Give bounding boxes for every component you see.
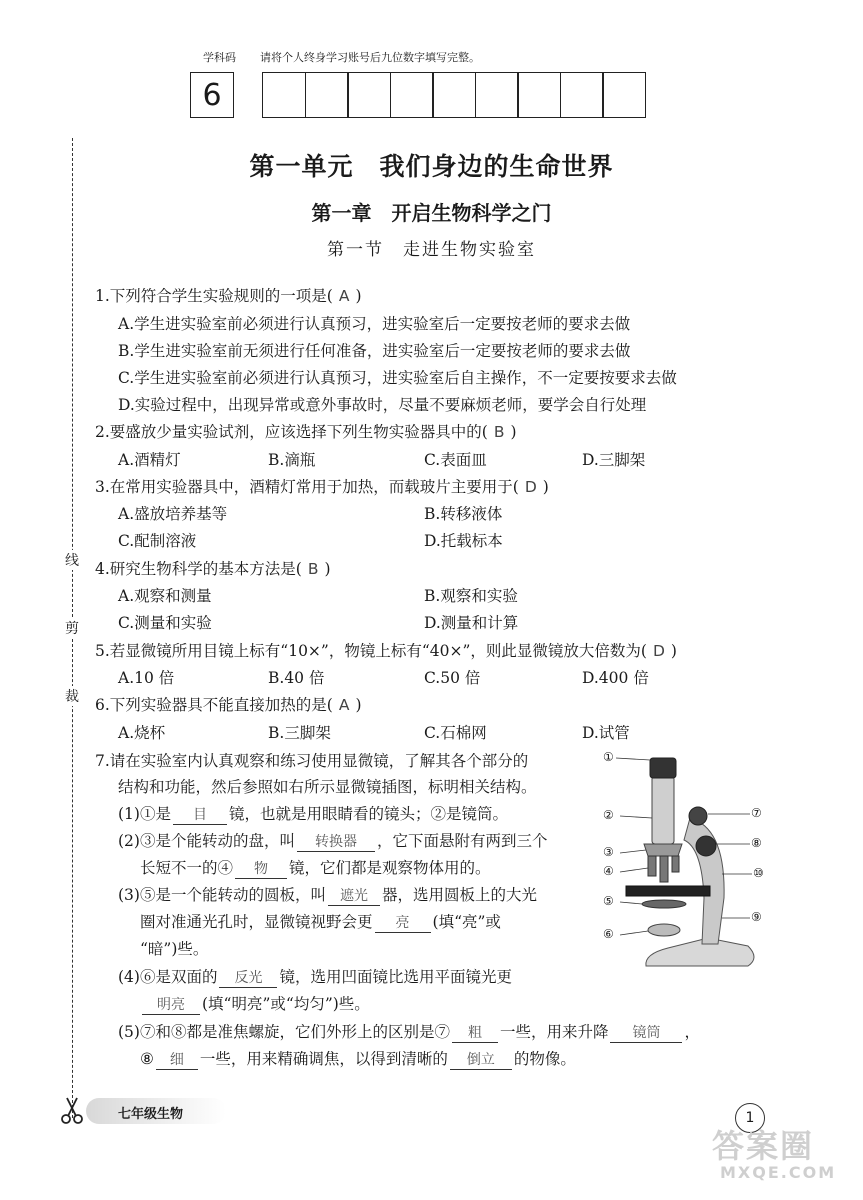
cut-mark: 线 <box>63 550 81 570</box>
question-stem: 4.研究生物科学的基本方法是( B ) <box>95 560 331 578</box>
answer-blank[interactable]: 粗 <box>452 1024 498 1043</box>
account-digit-box[interactable] <box>517 72 561 118</box>
subject-code-box <box>190 72 234 120</box>
question-option: C.50 倍 <box>424 669 481 687</box>
answer-blank[interactable]: 亮 <box>375 914 431 933</box>
account-digit-box[interactable] <box>305 72 349 118</box>
account-digit-box[interactable] <box>390 72 434 118</box>
account-digit-box[interactable] <box>262 72 306 118</box>
question-answer: B <box>307 560 319 578</box>
question-option: B.40 倍 <box>268 669 325 687</box>
scissors-icon <box>60 1095 84 1125</box>
microscope-label: ⑨ <box>751 910 762 924</box>
question-option: A.观察和测量 <box>118 587 212 605</box>
question-stem: 2.要盛放少量实验试剂，应该选择下列生物实验器具中的( B ) <box>95 423 517 441</box>
q7-part5: (5)⑦和⑧都是准焦螺旋，它们外形上的区别是⑦ 粗 一些，用来升降 镜筒 ， <box>118 1023 700 1041</box>
question-option: B.转移液体 <box>424 505 503 523</box>
account-digit-box[interactable] <box>347 72 391 118</box>
microscope-label: ③ <box>603 845 614 859</box>
subject-code-label: 学科码 <box>203 51 236 64</box>
answer-blank[interactable]: 反光 <box>219 969 277 988</box>
account-instruction: 请将个人终身学习账号后九位数字填写完整。 <box>260 51 480 64</box>
question-option: D.实验过程中，出现异常或意外事故时，尽量不要麻烦老师，要学会自行处理 <box>118 396 647 414</box>
question-option: D.400 倍 <box>582 669 649 687</box>
question-option: C.表面皿 <box>424 451 487 469</box>
question-answer: A <box>338 287 350 305</box>
question-stem: 3.在常用实验器具中，酒精灯常用于加热，而载玻片主要用于( D ) <box>95 478 549 496</box>
q7-intro: 结构和功能，然后参照如右所示显微镜插图，标明相关结构。 <box>118 778 537 796</box>
microscope-label: ① <box>603 750 614 764</box>
cut-mark: 剪 <box>63 618 81 638</box>
question-answer: A <box>338 696 350 714</box>
account-id-boxes <box>262 72 646 120</box>
microscope-label: ⑩ <box>753 866 764 880</box>
answer-blank[interactable]: 明亮 <box>142 996 200 1015</box>
cut-mark: 裁 <box>63 686 81 706</box>
watermark: 答案圈 MXQE.COM <box>712 1127 837 1182</box>
subject-code-value[interactable]: 6 <box>190 72 234 118</box>
question-option: D.托载标本 <box>424 532 503 550</box>
question-answer: D <box>652 642 665 660</box>
question-option: B.滴瓶 <box>268 451 316 469</box>
question-option: B.学生进实验室前无须进行任何准备，进实验室后一定要按老师的要求去做 <box>118 342 631 360</box>
question-option: A.烧杯 <box>118 724 166 742</box>
q7-part3-cont: 圈对准通光孔时，显微镜视野会更 亮 (填“亮”或 <box>140 913 501 931</box>
q7-part5-cont: ⑧ 细 一些，用来精确调焦，以得到清晰的 倒立 的物像。 <box>140 1050 576 1068</box>
question-option: A.盛放培养基等 <box>118 505 228 523</box>
microscope-label: ⑦ <box>751 806 762 820</box>
answer-blank[interactable]: 遮光 <box>328 887 380 906</box>
q7-part1: (1)①是 目 镜，也就是用眼睛看的镜头；②是镜筒。 <box>118 805 508 823</box>
account-digit-box[interactable] <box>432 72 476 118</box>
account-digit-box[interactable] <box>560 72 604 118</box>
question-answer: B <box>493 423 505 441</box>
page-number: 1 <box>735 1103 765 1133</box>
question-stem: 6.下列实验器具不能直接加热的是( A ) <box>95 696 362 714</box>
q7-part3-end: “暗”)些。 <box>140 940 209 958</box>
q7-intro: 7.请在实验室内认真观察和练习使用显微镜，了解其各个部分的 <box>95 752 529 770</box>
microscope-label: ⑥ <box>603 927 614 941</box>
q7-part4: (4)⑥是双面的 反光 镜，选用凹面镜比选用平面镜光更 <box>118 968 512 986</box>
answer-blank[interactable]: 细 <box>156 1051 198 1070</box>
q7-part2-cont: 长短不一的④ 物 镜，它们都是观察物体用的。 <box>140 859 491 877</box>
account-digit-box[interactable] <box>602 72 646 118</box>
q7-part3: (3)⑤是一个能转动的圆板，叫 遮光 器，选用圆板上的大光 <box>118 886 537 904</box>
microscope-label: ⑤ <box>603 894 614 908</box>
question-option: C.配制溶液 <box>118 532 197 550</box>
question-option: D.测量和计算 <box>424 614 519 632</box>
question-option: D.三脚架 <box>582 451 646 469</box>
question-option: B.观察和实验 <box>424 587 518 605</box>
question-answer: D <box>524 478 537 496</box>
microscope-illustration <box>598 748 776 980</box>
q7-part4-cont: 明亮 (填“明亮”或“均匀”)些。 <box>140 993 370 1015</box>
question-option: C.测量和实验 <box>118 614 212 632</box>
unit-title: 第一单元 我们身边的生命世界 <box>249 152 614 181</box>
question-option: C.石棉网 <box>424 724 487 742</box>
question-option: C.学生进实验室前必须进行认真预习，进实验室后自主操作，不一定要按要求去做 <box>118 369 677 387</box>
answer-blank[interactable]: 物 <box>235 860 287 879</box>
footer-book-title: 七年级生物 <box>118 1107 184 1122</box>
microscope-label: ⑧ <box>751 836 762 850</box>
microscope-label: ② <box>603 808 614 822</box>
answer-blank[interactable]: 转换器 <box>297 833 375 852</box>
microscope-label: ④ <box>603 864 614 878</box>
question-stem: 5.若显微镜所用目镜上标有“10×”，物镜上标有“40×”，则此显微镜放大倍数为( D ) <box>95 642 677 660</box>
chapter-title: 第一章 开启生物科学之门 <box>311 201 552 225</box>
section-title: 第一节 走进生物实验室 <box>327 240 536 260</box>
account-digit-box[interactable] <box>475 72 519 118</box>
question-option: D.试管 <box>582 724 630 742</box>
question-option: A.酒精灯 <box>118 451 181 469</box>
question-stem: 1.下列符合学生实验规则的一项是( A ) <box>95 287 362 305</box>
answer-blank[interactable]: 目 <box>173 806 227 825</box>
question-option: A.10 倍 <box>118 669 175 687</box>
q7-part2: (2)③是个能转动的盘，叫 转换器 ，它下面悬附有两到三个 <box>118 832 548 850</box>
question-option: A.学生进实验室前必须进行认真预习，进实验室后一定要按老师的要求去做 <box>118 315 631 333</box>
question-option: B.三脚架 <box>268 724 331 742</box>
answer-blank[interactable]: 倒立 <box>450 1051 512 1070</box>
answer-blank[interactable]: 镜筒 <box>610 1024 682 1043</box>
